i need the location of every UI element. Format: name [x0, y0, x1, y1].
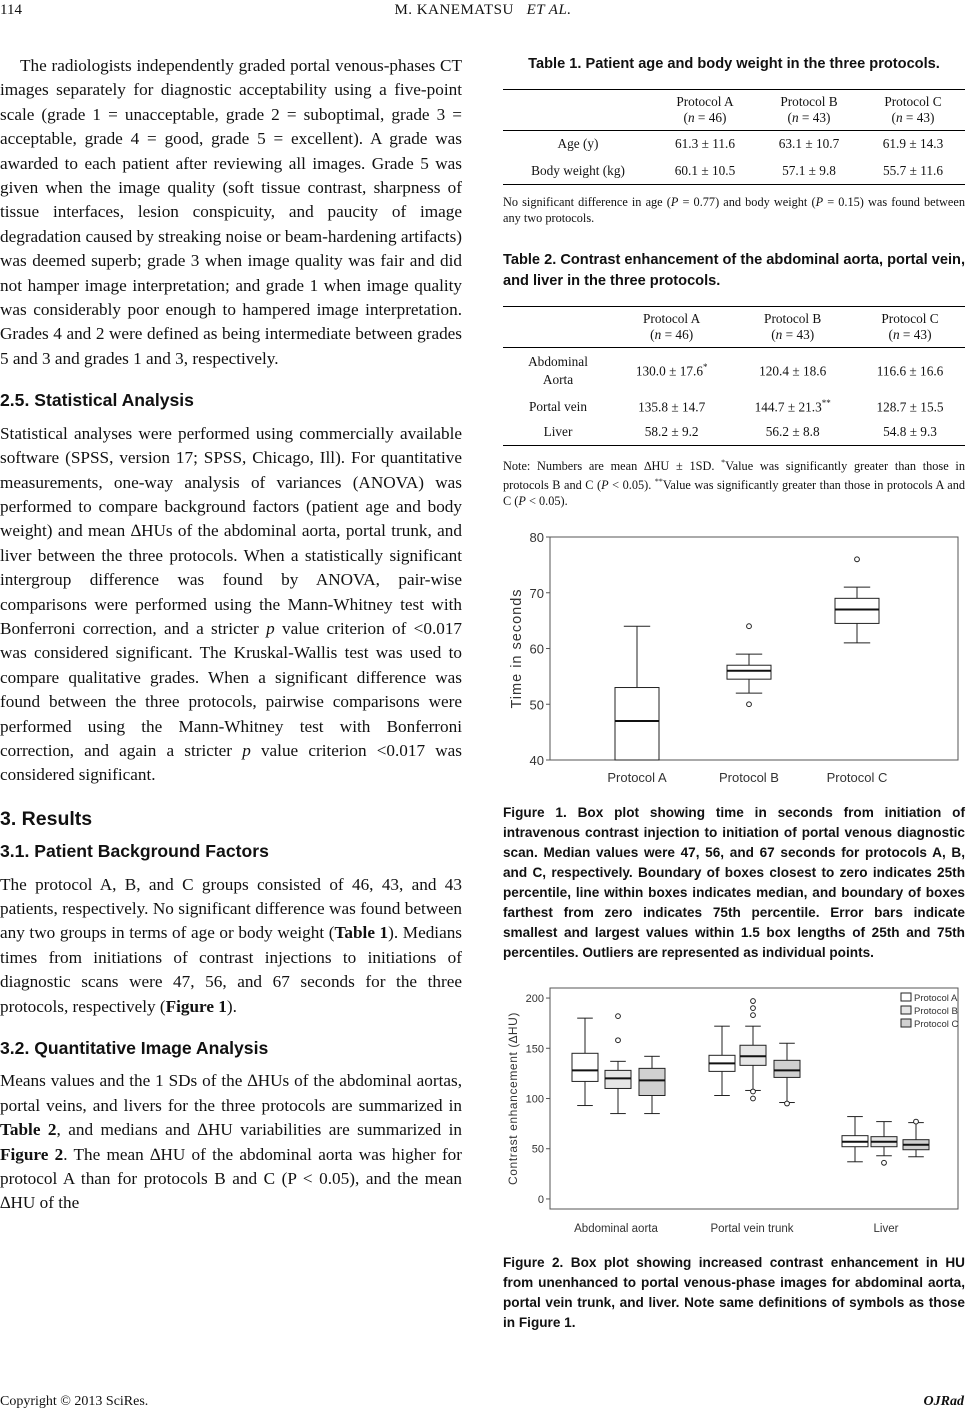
box: [835, 599, 879, 624]
table2-note: Note: Numbers are mean ∆HU ± 1SD. *Value was significantly greater than those in protocols B and C (P < 0.05). **Value was significantly greater than those in protocols A and C (P < 0.05).: [503, 458, 965, 509]
box: [639, 1069, 665, 1096]
table2-head: Protocol A (n = 46): [643, 311, 701, 342]
table-row: Abdominal Aorta 130.0 ± 17.6* 120.4 ± 18.6 116.6 ± 16.6: [528, 353, 944, 387]
table1-caption: Table 1. Patient age and body weight in the three protocols.: [528, 56, 940, 72]
outlier-point: [855, 557, 860, 562]
x-tick-label: Protocol C: [826, 770, 888, 786]
legend-label: Protocol A: [914, 993, 958, 1005]
y-axis-label: Time in seconds: [509, 588, 525, 709]
table2-head: Protocol B (n = 43): [764, 311, 822, 342]
outlier-point: [882, 1161, 887, 1166]
left-column: [0, 54, 462, 1216]
outlier-point: [747, 624, 752, 629]
paragraph-statistics: Statistical analyses were performed using commercially available software (SPSS, version 17; SPSS, Chicago, Ill). For quantitative measurements, one-way analysis of variances (ANOVA) was performed to compare background factors (patient age and body weight) and mean ∆HUs of the abdominal aorta, portal trunk, and liver between the three protocols. When a statistically significant intergroup difference was found by ANOVA, pair-wise comparisons were performed using the Mann-Whitney test with Bonferroni correction, and a stricter p value criterion of <0.017 was considered significant. The Kruskal-Wallis test was used to compare qualitative grades. When a significant difference was found between the three protocols, pairwise comparisons were performed using the Mann-Whitney test with Bonferroni correction, and again a stricter p value criterion <0.017 was considered significant.: [0, 423, 463, 785]
x-tick-label: Liver: [873, 1223, 899, 1236]
table2-head: Protocol C (n = 43): [881, 311, 939, 342]
outlier-point: [751, 1096, 756, 1101]
outlier-point: [747, 702, 752, 707]
figure1-caption: Figure 1. Box plot showing time in seconds from initiation of intravenous contrast injection to initiation of portal venous diagnostic scan. Median values were 47, 56, and 67 seconds for protocols A, B, and C, respectively. Boundary of boxes closest to zero indicates 25th percentile, line within boxes indicates median, and boundary of boxes farthest from zero indicates 75th percentile. Error bars indicate smallest and largest values within 1.5 box lengths of 25th and 75th percentiles. Outliers are represented as individual points.: [503, 805, 965, 961]
box: [615, 688, 659, 760]
paragraph-background: The protocol A, B, and C groups consisted of 46, 43, and 43 patients, respectively. No significant difference was found between any two groups in terms of age or body weight (Table 1). Medians times from initiations of contrast injections to initiations of diagnostic scans were 47, 56, and 67 seconds for the three protocols, respectively (Figure 1).: [0, 874, 462, 1016]
page-header: [0, 0, 966, 28]
y-tick-label: 50: [529, 697, 544, 713]
y-tick-label: 50: [531, 1143, 544, 1156]
box: [727, 665, 771, 679]
figure1-chart: [503, 527, 965, 789]
outlier-point: [616, 1014, 621, 1019]
x-tick-label: Abdominal aorta: [574, 1223, 658, 1236]
outlier-point: [785, 1101, 790, 1106]
table1-head: Protocol B (n = 43): [780, 94, 838, 125]
y-tick-label: 80: [529, 530, 544, 546]
outlier-point: [751, 999, 756, 1004]
y-tick-label: 200: [525, 993, 544, 1006]
box: [572, 1053, 598, 1081]
plot-area: [550, 537, 958, 760]
outlier-point: [751, 1013, 756, 1018]
copyright: Copyright © 2013 SciRes.: [0, 1394, 149, 1409]
y-tick-label: 150: [525, 1043, 544, 1056]
box: [740, 1045, 766, 1065]
outlier-point: [751, 1006, 756, 1011]
page-number: 114: [0, 2, 22, 18]
section-heading-statistical-analysis: 2.5. Statistical Analysis: [0, 390, 194, 411]
table-row: Portal vein 135.8 ± 14.7 144.7 ± 21.3** 128.7 ± 15.5: [529, 397, 944, 415]
y-axis-label: Contrast enhancement (∆HU): [506, 1012, 520, 1186]
legend-swatch: [901, 1019, 911, 1027]
x-tick-label: Protocol B: [719, 770, 779, 786]
y-tick-label: 40: [529, 753, 544, 769]
running-title: M. KANEMATSU ET AL.: [394, 2, 572, 18]
paragraph-quantitative: Means values and the 1 SDs of the ∆HUs of the abdominal aortas, portal veins, and livers for the three protocols are summarized in Table 2, and medians and ∆HU variabilities are summarized in Figure 2. The mean ∆HU of the abdominal aorta was higher for protocol A than for protocols B and C (P < 0.05), and the mean ∆HU of the: [0, 1071, 462, 1213]
right-column: [503, 54, 965, 1333]
paragraph-grading: The radiologists independently graded portal venous-phases CT images separately for diagnostic acceptability using a five-point scale (grade 1 = unacceptable, grade 2 = suboptimal, grade 3 = acceptable, grade 4 = good, grade 5 = excellent). A grade was awarded to each patient after reviewing all images. Grade 5 was given when the image quality (soft tissue contrast, sharpness of tissue interfaces, lesion conspicuity, and paucity of image degradation caused by streaking noise or beam-hardening artifacts) was deemed superb; grade 3 when image quality was fair and did not hamper image interpretation; and grade 1 when image quality was considerably poor enough to hampered image interpretation. Grades 4 and 2 were defined as being intermediate between grades 5 and 3 and grades 1 and 3, respectively.: [0, 56, 462, 368]
box: [774, 1061, 800, 1078]
legend-swatch: [901, 993, 911, 1001]
section-heading-quantitative: 3.2. Quantitative Image Analysis: [0, 1038, 269, 1059]
x-tick-label: Protocol A: [607, 770, 667, 786]
section-heading-background: 3.1. Patient Background Factors: [0, 841, 269, 862]
table1-note: No significant difference in age (P = 0.77) and body weight (P = 0.15) was found between any two protocols.: [503, 195, 966, 225]
box: [605, 1071, 631, 1089]
table-row: Body weight (kg) 60.1 ± 10.5 57.1 ± 9.8 55.7 ± 11.6: [531, 162, 943, 178]
y-tick-label: 0: [537, 1194, 544, 1207]
table2-caption: Table 2. Contrast enhancement of the abdominal aorta, portal vein, and liver in the three protocols.: [503, 252, 965, 289]
y-tick-label: 70: [529, 585, 544, 601]
y-tick-label: 60: [529, 641, 544, 657]
y-tick-label: 100: [525, 1093, 544, 1106]
section-heading-results: 3. Results: [0, 807, 93, 830]
outlier-point: [914, 1119, 919, 1124]
outlier-point: [751, 1089, 756, 1094]
journal-name: OJRad: [923, 1394, 964, 1409]
legend-swatch: [901, 1006, 911, 1014]
x-tick-label: Portal vein trunk: [710, 1223, 794, 1236]
table-row: Age (y) 61.3 ± 11.6 63.1 ± 10.7 61.9 ± 14.3: [557, 136, 944, 152]
table1: [503, 89, 965, 185]
legend-label: Protocol B: [914, 1006, 958, 1018]
table1-head: Protocol C (n = 43): [884, 94, 942, 125]
legend-label: Protocol C: [914, 1019, 959, 1031]
table2: [503, 306, 965, 446]
outlier-point: [616, 1038, 621, 1043]
figure2-caption: Figure 2. Box plot showing increased contrast enhancement in HU from unenhanced to portal venous-phase images for abdominal aorta, portal vein trunk, and liver. Note same definitions of symbols as those in Figure 1.: [503, 1255, 965, 1331]
figure2-chart: [503, 981, 965, 1239]
table-row: Liver 58.2 ± 9.2 56.2 ± 8.8 54.8 ± 9.3: [543, 424, 937, 440]
table1-head: Protocol A (n = 46): [676, 94, 734, 125]
